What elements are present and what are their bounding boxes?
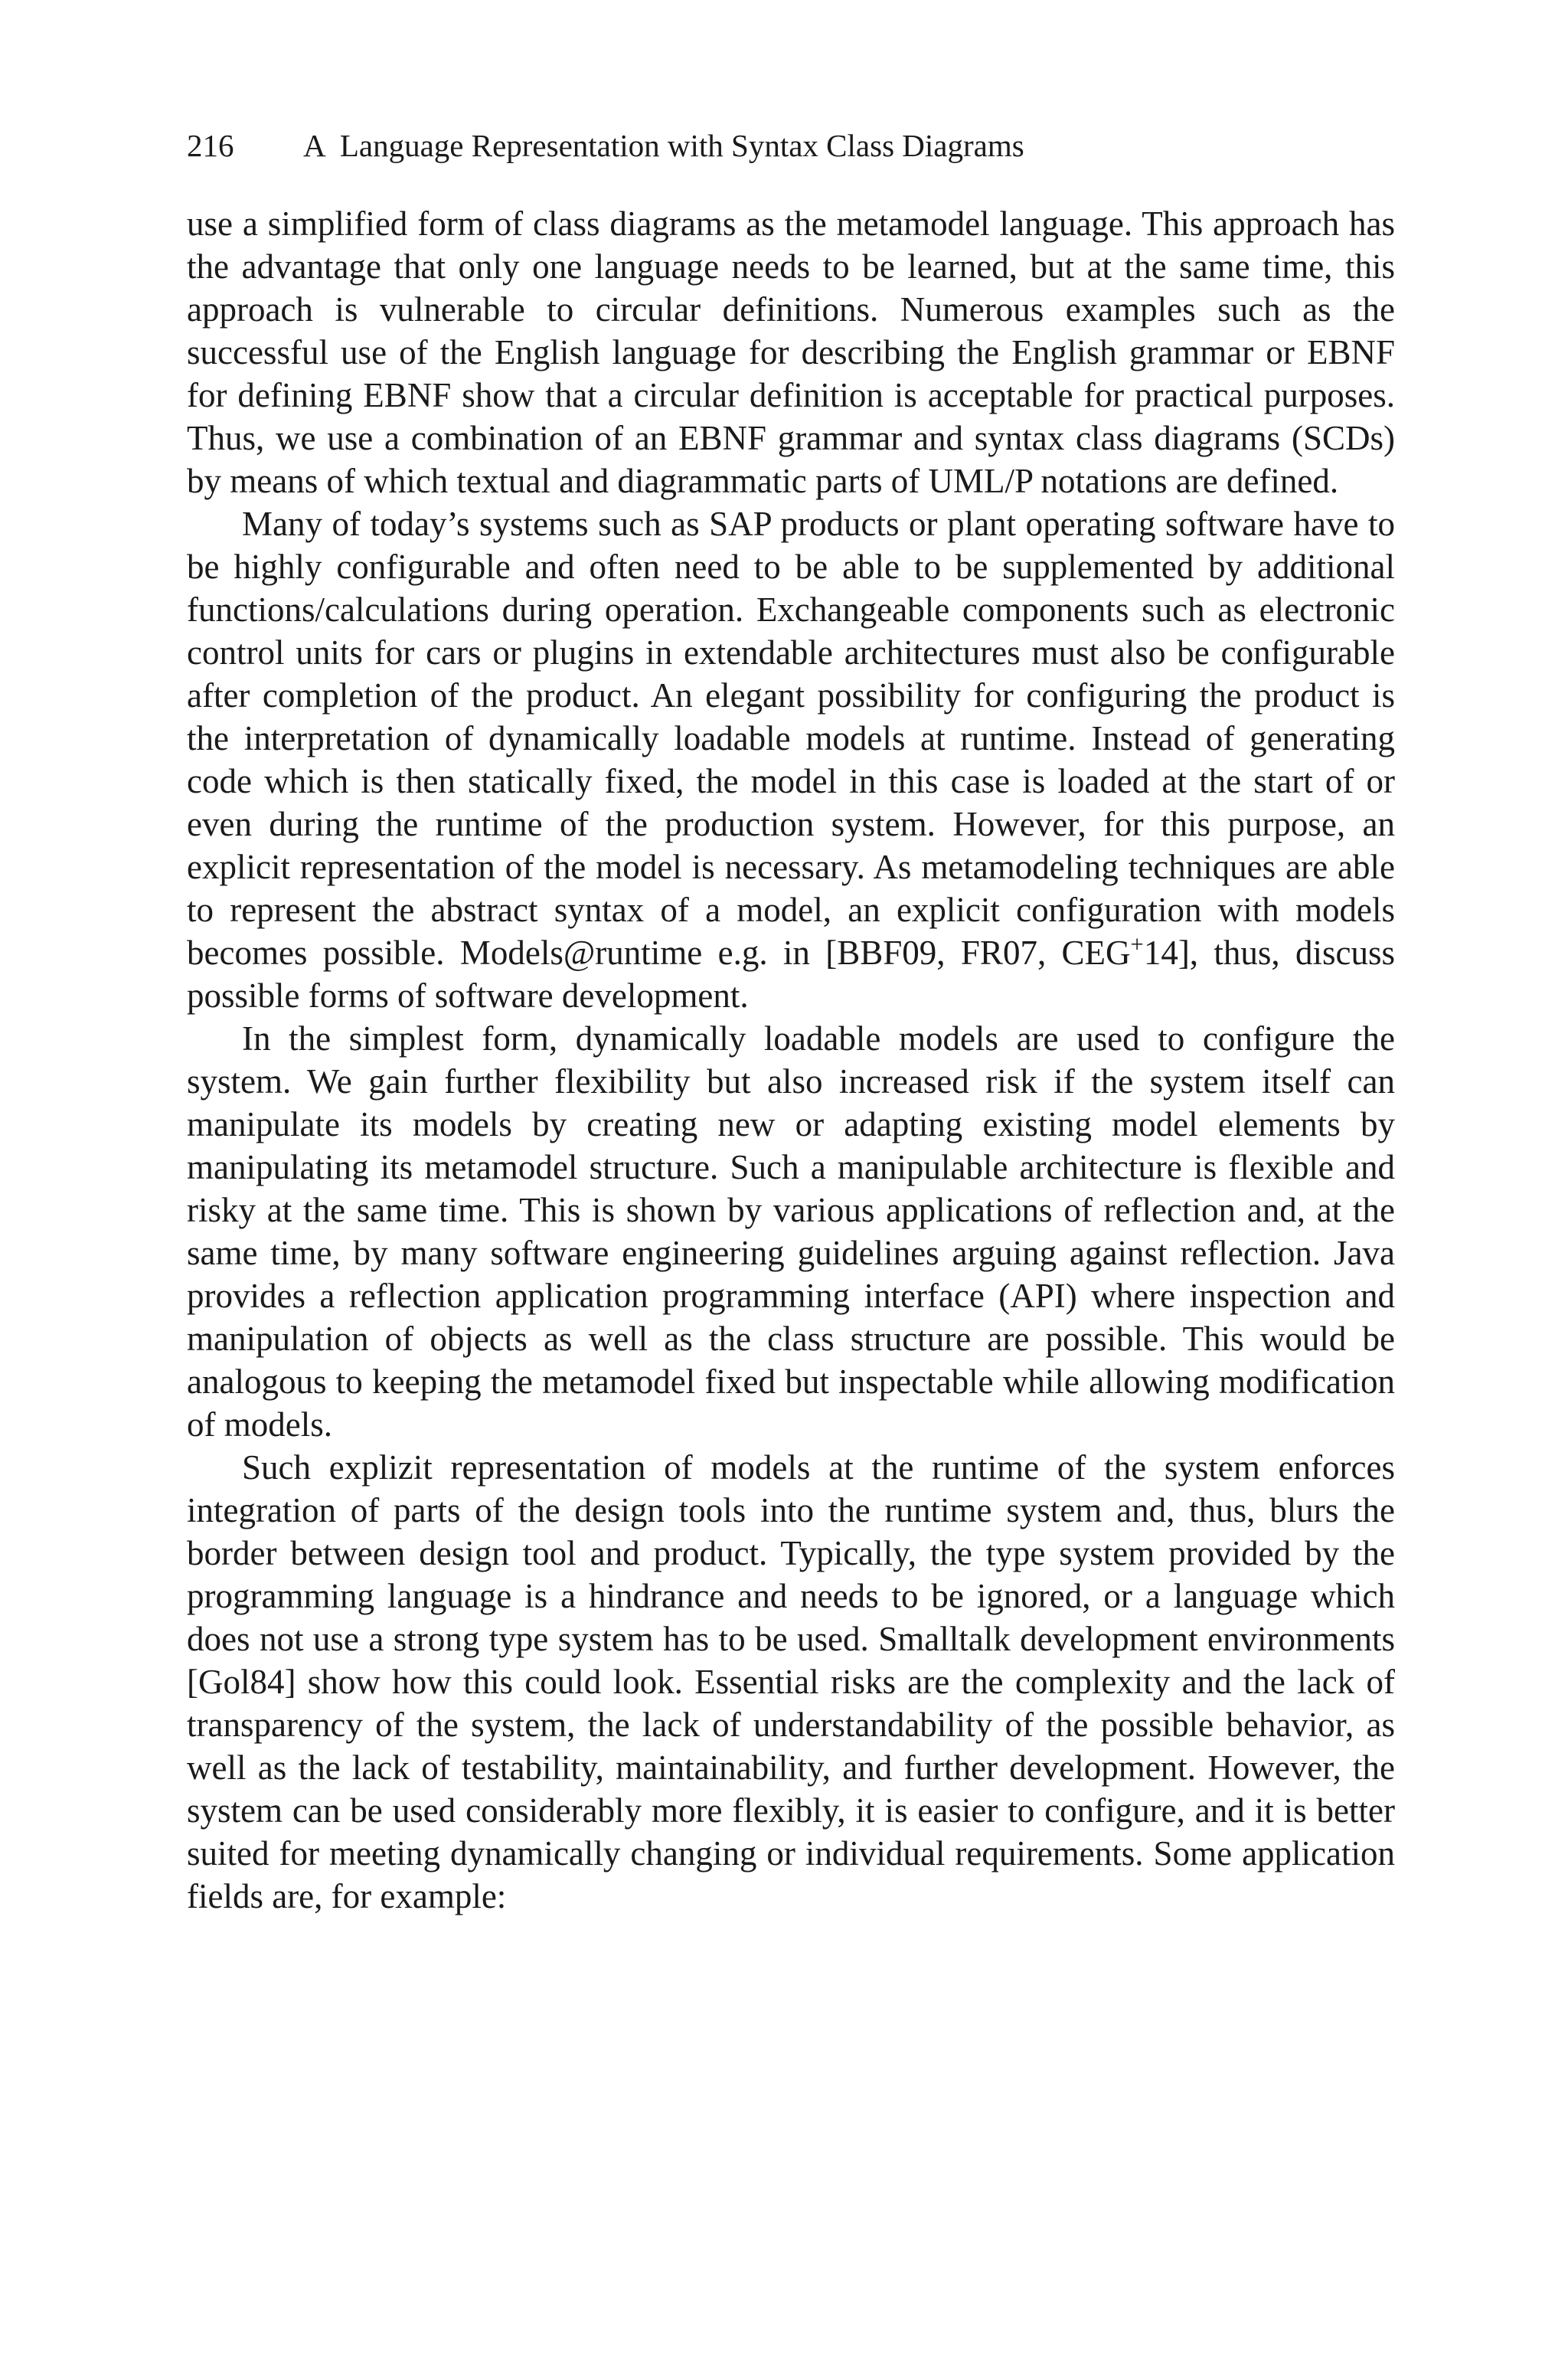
book-page (187, 123, 1395, 1918)
running-title: A Language Representation with Syntax Class Diagrams (303, 128, 1024, 163)
citation-superscript: + (1130, 931, 1144, 958)
paragraph-explicit-representation: Such explizit representation of models at the runtime of the system enforces integration of parts of the design tools into the runtime system and, thus, blurs the border between design tool and product. Typically, the type system provided by the programming language is a hindrance and needs to be ignored, or a language which does not use a strong type system has to be used. Smalltalk development environments [Gol84] show how this could look. Essential risks are the complexity and the lack of transparency of the system, the lack of understandability of the possible behavior, as well as the lack of testability, maintainability, and further development. However, the system can be used considerably more flexibly, it is easier to configure, and it is better suited for meeting dynamically changing or individual requirements. Some application fields are, for example: (187, 1448, 1395, 1915)
paragraph-configurable-systems (187, 502, 1395, 1017)
paragraph-metamodel-language: use a simplified form of class diagrams as the metamodel language. This approach has the advantage that only one language needs to be learned, but at the same time, this approach is vulnerable to circular definitions. Numerous examples such as the successful use of the English language for describing the English grammar or EBNF for defining EBNF show that a circular definition is acceptable for practical purposes. Thus, we use a combination of an EBNF grammar and syntax class diagrams (SCDs) by means of which textual and diagrammatic parts of UML/P notations are defined. (187, 204, 1395, 500)
page-number: 216 (187, 128, 234, 163)
body-text (187, 202, 1395, 1918)
paragraph-text-continued: 14], thus, discuss possible forms of software development. (187, 934, 1396, 1015)
running-head (187, 123, 1395, 168)
paragraph-simplest-form: In the simplest form, dynamically loadable models are used to configure the system. We gain further flexibility but also increased risk if the system itself can manipulate its models by creating new or adapting existing model elements by manipulating its metamodel structure. Such a manipulable architecture is flexible and risky at the same time. This is shown by various applications of reflection and, at the same time, by many software engineering guidelines arguing against reflection. Java provides a reflection application programming interface (API) where inspection and manipulation of objects as well as the class structure are possible. This would be analogous to keeping the metamodel fixed but inspectable while allowing modification of models. (187, 1019, 1395, 1444)
paragraph-text: Many of today’s systems such as SAP products or plant operating software have to be highly configurable and often need to be able to be supplemented by additional functions/calculations during operation. Exchangeable components such as electronic control units for cars or plugins in extendable architectures must also be configurable after completion of the product. An elegant possibility for configuring the product is the interpretation of dynamically loadable models at runtime. Instead of generating code which is then statically fixed, the model in this case is loaded at the start of or even during the runtime of the production system. However, for this purpose, an explicit representation of the model is necessary. As metamodeling techniques are able to represent the abstract syntax of a model, an explicit configuration with models becomes possible. Models@runtime e.g. in [BBF09, FR07, CEG (187, 505, 1395, 972)
